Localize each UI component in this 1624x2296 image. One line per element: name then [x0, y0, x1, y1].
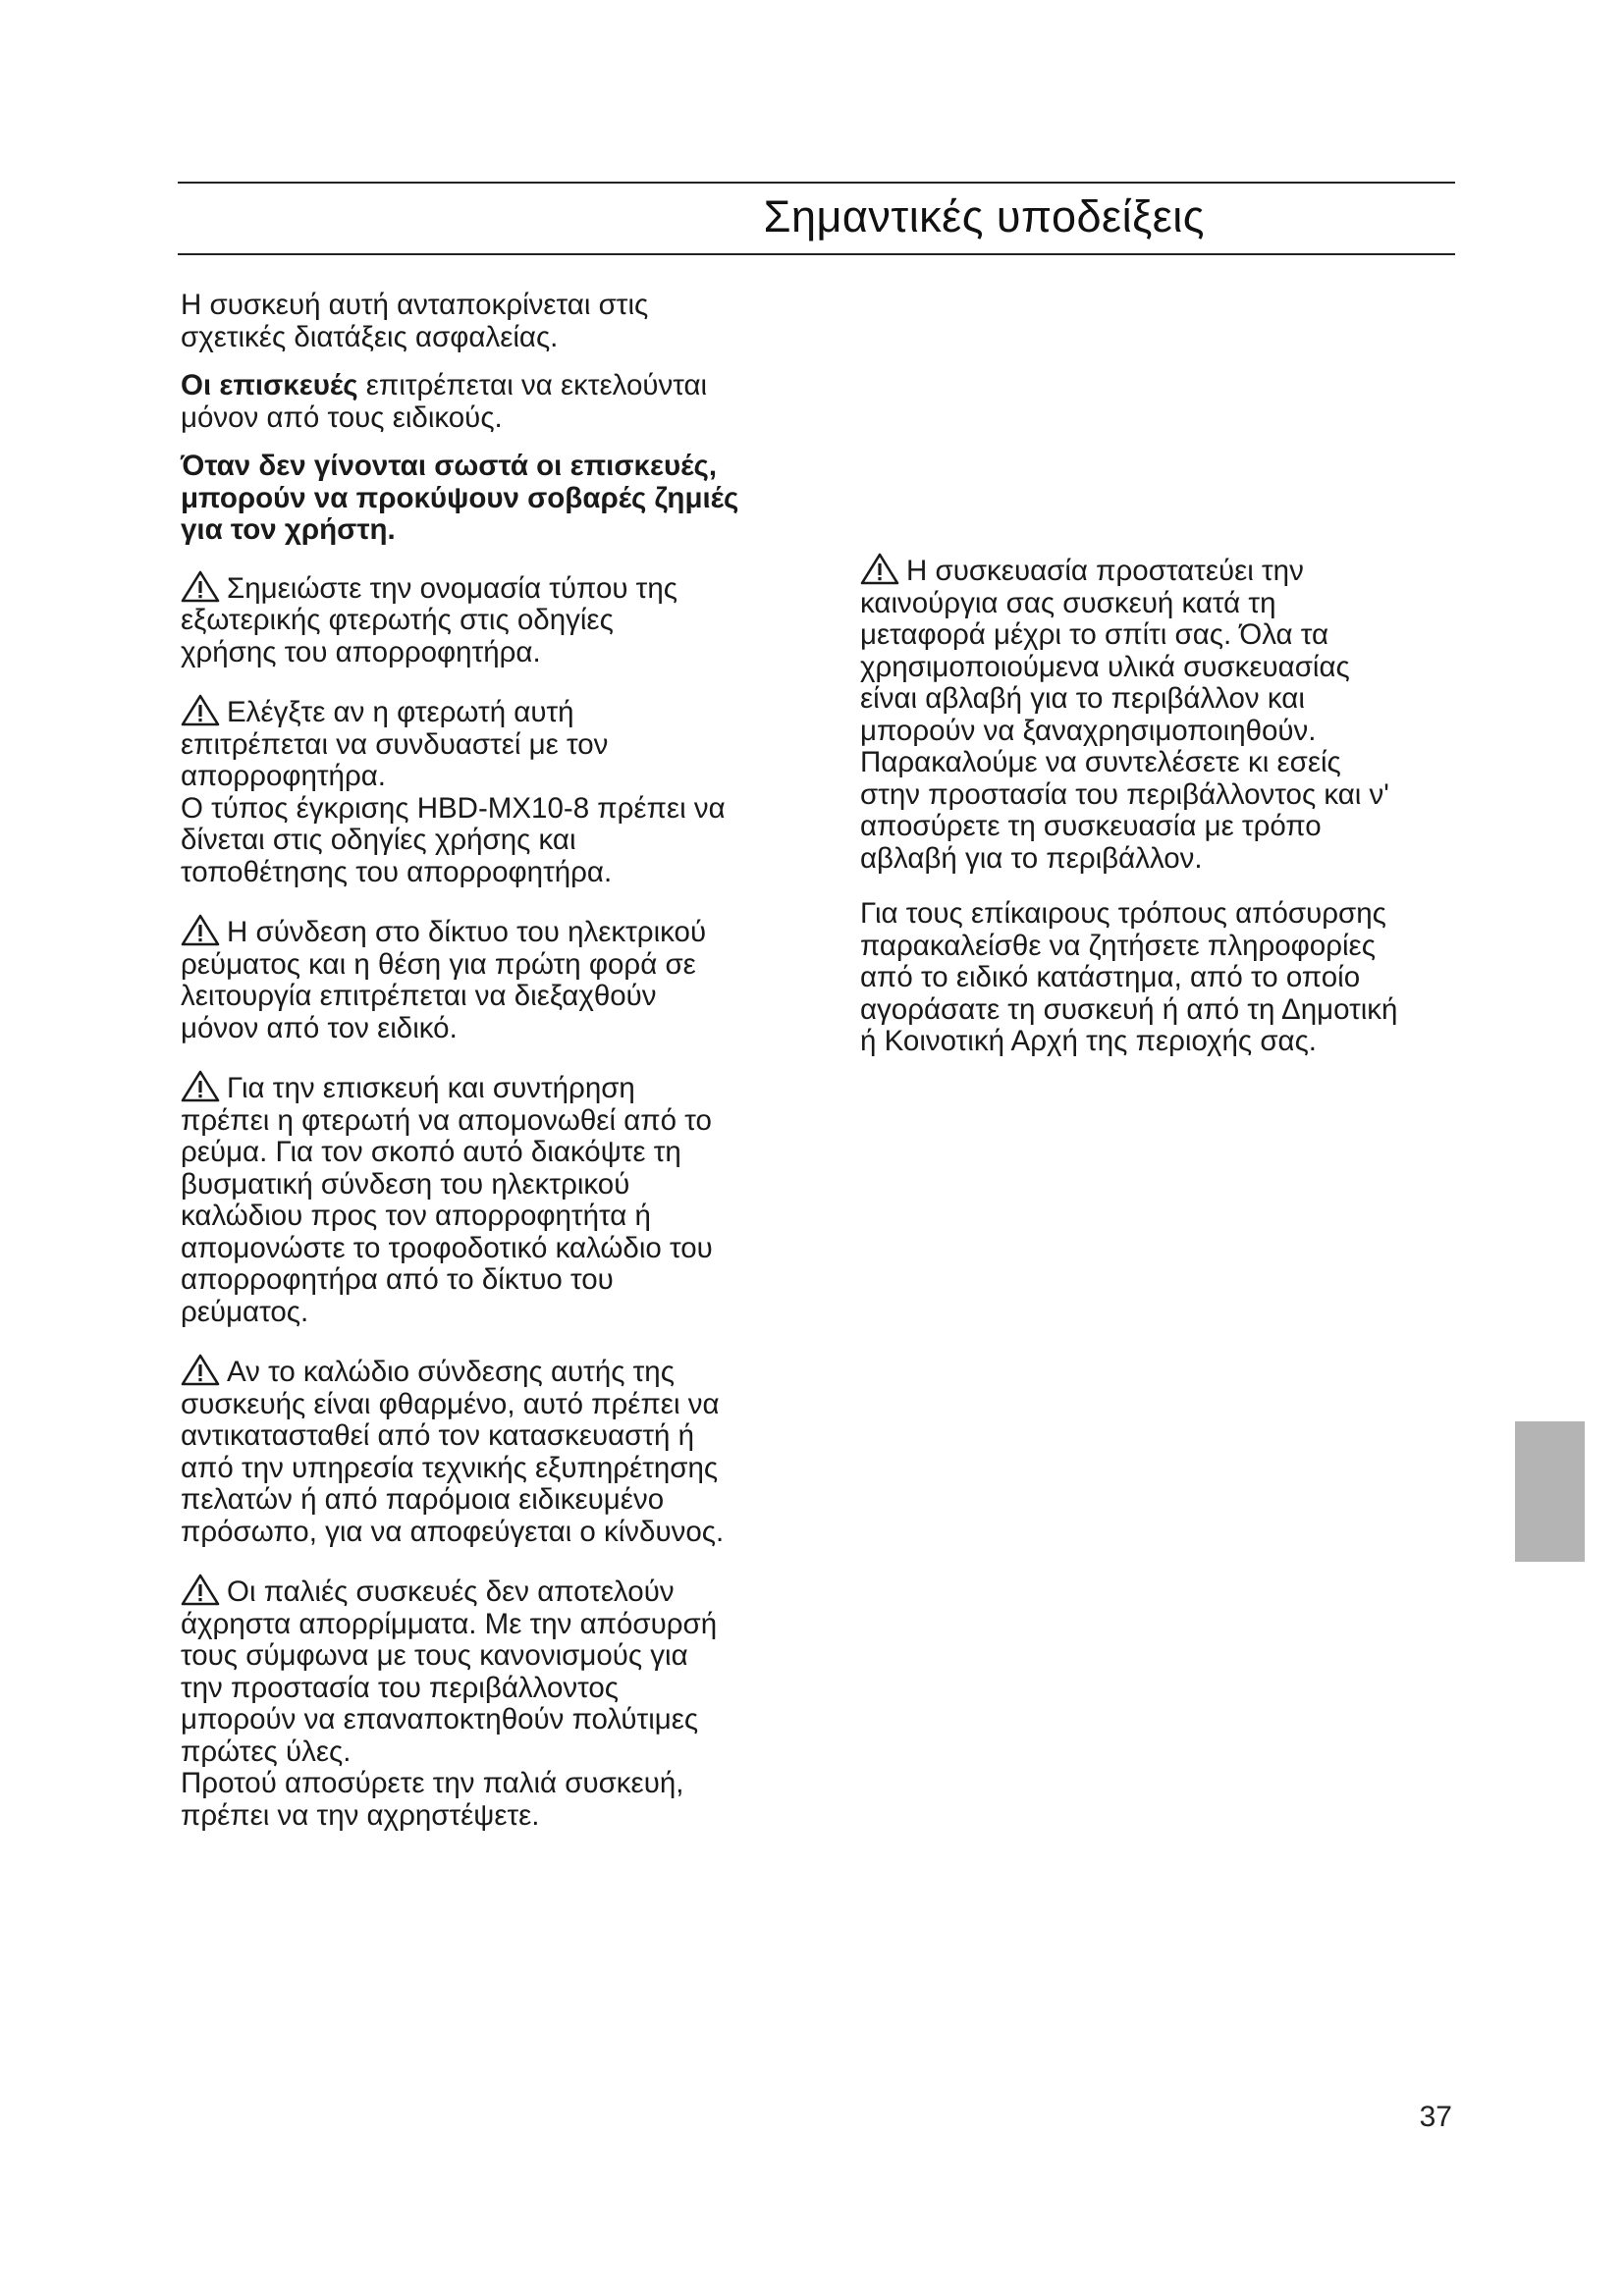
cable-line: από την υπηρεσία τεχνικής εξυπηρέτησης — [181, 1451, 719, 1484]
intro-paragraph — [181, 290, 799, 353]
old-devices-line: άχρηστα απορρίμματα. Με την απόσυρσή — [181, 1607, 718, 1640]
check-fan-line: Ο τύπος έγκρισης HBD-MX10-8 πρέπει να — [181, 791, 726, 825]
old-devices-line: την προστασία του περιβάλλοντος — [181, 1671, 619, 1704]
old-devices-paragraph — [181, 1574, 799, 1832]
warning-triangle-icon — [181, 1354, 220, 1386]
cable-line: συσκευής είναι φθαρμένο, αυτό πρέπει να — [181, 1387, 720, 1420]
maintenance-text: Για την επισκευή και συντήρηση — [227, 1072, 635, 1104]
packaging-line: στην προστασία του περιβάλλοντος και ν' — [860, 777, 1389, 811]
connection-line: λειτουργία επιτρέπεται να διεξαχθούν — [181, 980, 657, 1012]
packaging-line: είναι αβλαβή για το περιβάλλον και — [860, 682, 1305, 715]
cable-text: Αν το καλώδιο σύνδεσης αυτής της — [227, 1356, 675, 1388]
cable-line: πελατών ή από παρόμοια ειδικευμένο — [181, 1483, 665, 1516]
page-number: 37 — [1419, 2101, 1452, 2133]
danger-line: μπορούν να προκύψουν σοβαρές ζημιές — [181, 481, 739, 514]
packaging-line: χρησιμοποιούμενα υλικά συσκευασίας — [860, 650, 1350, 683]
maintenance-line: βυσματική σύνδεση του ηλεκτρικού — [181, 1167, 630, 1201]
header-rule-top — [178, 182, 1455, 184]
maintenance-line — [181, 1070, 799, 1105]
packaging-line: μεταφορά μέχρι το σπίτι σας. Όλα τα — [860, 618, 1329, 651]
old-devices-line: τους σύμφωνα με τους κανονισμούς για — [181, 1639, 688, 1672]
packaging-line — [860, 553, 1479, 588]
cable-line: αντικατασταθεί από τον κατασκευαστή ή — [181, 1419, 695, 1452]
cable-line: πρόσωπο, για να αποφεύγεται ο κίνδυνος. — [181, 1515, 725, 1548]
warning-triangle-icon — [181, 1574, 220, 1606]
section-tab-marker — [1515, 1421, 1585, 1562]
disposal-line: από το ειδικό κατάστημα, από το οποίο — [860, 961, 1361, 993]
packaging-text: Η συσκευασία προστατεύει την — [906, 555, 1304, 587]
connection-line — [181, 914, 799, 949]
danger-line: για τον χρήστη. — [181, 513, 396, 546]
disposal-paragraph — [860, 898, 1479, 1058]
warning-triangle-icon — [181, 694, 220, 726]
left-column — [181, 290, 799, 1832]
disposal-line: παρακαλείσθε να ζητήσετε πληροφορίες — [860, 929, 1376, 962]
check-fan-line: επιτρέπεται να συνδυαστεί με τον — [181, 727, 609, 761]
connection-line: ρεύματος και η θέση για πρώτη φορά σε — [181, 947, 696, 981]
old-devices-line — [181, 1574, 799, 1609]
old-devices-line: πρώτες ύλες. — [181, 1735, 352, 1768]
repairs-paragraph — [181, 370, 799, 434]
intro-line: Η συσκευή αυτή ανταποκρίνεται στις — [181, 289, 649, 321]
maintenance-line: ρεύματος. — [181, 1295, 309, 1328]
note-fan-text: Σημειώστε την ονομασία τύπου της — [227, 571, 677, 605]
check-fan-line: δίνεται στις οδηγίες χρήσης και — [181, 824, 576, 856]
disposal-line: ή Κοινοτική Αρχή της περιοχής σας. — [860, 1025, 1317, 1057]
check-fan-line: τοποθέτησης του απορροφητήρα. — [181, 855, 613, 888]
old-devices-text: Οι παλιές συσκευές δεν αποτελούν — [227, 1575, 675, 1608]
maintenance-line: πρέπει η φτερωτή να απομονωθεί από το — [181, 1103, 712, 1137]
connection-text: Η σύνδεση στο δίκτυο του ηλεκτρικού — [227, 916, 707, 948]
danger-line: Όταν δεν γίνονται σωστά οι επισκευές, — [181, 450, 718, 482]
maintenance-line: απορροφητήρα από το δίκτυο του — [181, 1263, 614, 1296]
note-fan-line — [181, 570, 799, 606]
check-fan-text: Ελέγξτε αν η φτερωτή αυτή — [227, 696, 574, 728]
warning-triangle-icon — [181, 1070, 220, 1102]
right-column — [860, 553, 1479, 1058]
old-devices-line: Προτού αποσύρετε την παλιά συσκευή, — [181, 1767, 684, 1799]
packaging-line: αποσύρετε τη συσκευασία με τρόπο — [860, 810, 1322, 842]
intro-line: σχετικές διατάξεις ασφαλείας. — [181, 320, 559, 353]
warning-triangle-icon — [181, 914, 220, 946]
cable-paragraph — [181, 1354, 799, 1548]
note-fan-paragraph — [181, 570, 799, 669]
page-title: Σημαντικές υποδείξεις — [763, 191, 1205, 241]
cable-line — [181, 1354, 799, 1389]
header-rule-bottom — [178, 253, 1455, 255]
note-fan-line: εξωτερικής φτερωτής στις οδηγίες — [181, 604, 614, 636]
check-fan-line: απορροφητήρα. — [181, 760, 386, 792]
packaging-line: αβλαβή για το περιβάλλον. — [860, 841, 1203, 875]
maintenance-line: απομονώστε το τροφοδοτικό καλώδιο του — [181, 1231, 713, 1264]
repairs-line — [181, 370, 799, 402]
note-fan-line: χρήσης του απορροφητήρα. — [181, 635, 541, 668]
check-fan-paragraph — [181, 694, 799, 888]
repairs-line: μόνον από τους ειδικούς. — [181, 400, 503, 434]
connection-line: μόνον από τον ειδικό. — [181, 1011, 458, 1044]
warning-triangle-icon — [181, 570, 220, 603]
danger-paragraph — [181, 451, 799, 547]
warning-triangle-icon — [860, 553, 899, 585]
packaging-line: καινούργια σας συσκευή κατά τη — [860, 586, 1276, 619]
packaging-line: Παρακαλούμε να συντελέσετε κι εσείς — [860, 746, 1341, 778]
connection-paragraph — [181, 914, 799, 1044]
repairs-text: επιτρέπεται να εκτελούνται — [357, 369, 708, 401]
disposal-line: αγοράσατε τη συσκευή ή από τη Δημοτική — [860, 992, 1398, 1026]
old-devices-line: πρέπει να την αχρηστέψετε. — [181, 1798, 540, 1832]
maintenance-line: καλώδιου προς τον απορροφητήτα ή — [181, 1200, 651, 1232]
packaging-line: μπορούν να ξαναχρησιμοποιηθούν. — [860, 714, 1317, 747]
maintenance-line: ρεύμα. Για τον σκοπό αυτό διακόψτε τη — [181, 1136, 681, 1168]
disposal-line: Για τους επίκαιρους τρόπους απόσυρσης — [860, 897, 1386, 930]
repairs-bold-text: Οι επισκευές — [181, 369, 358, 401]
check-fan-line — [181, 694, 799, 729]
maintenance-paragraph — [181, 1070, 799, 1328]
old-devices-line: μπορούν να επαναποκτηθούν πολύτιμες — [181, 1703, 699, 1735]
packaging-paragraph — [860, 553, 1479, 875]
